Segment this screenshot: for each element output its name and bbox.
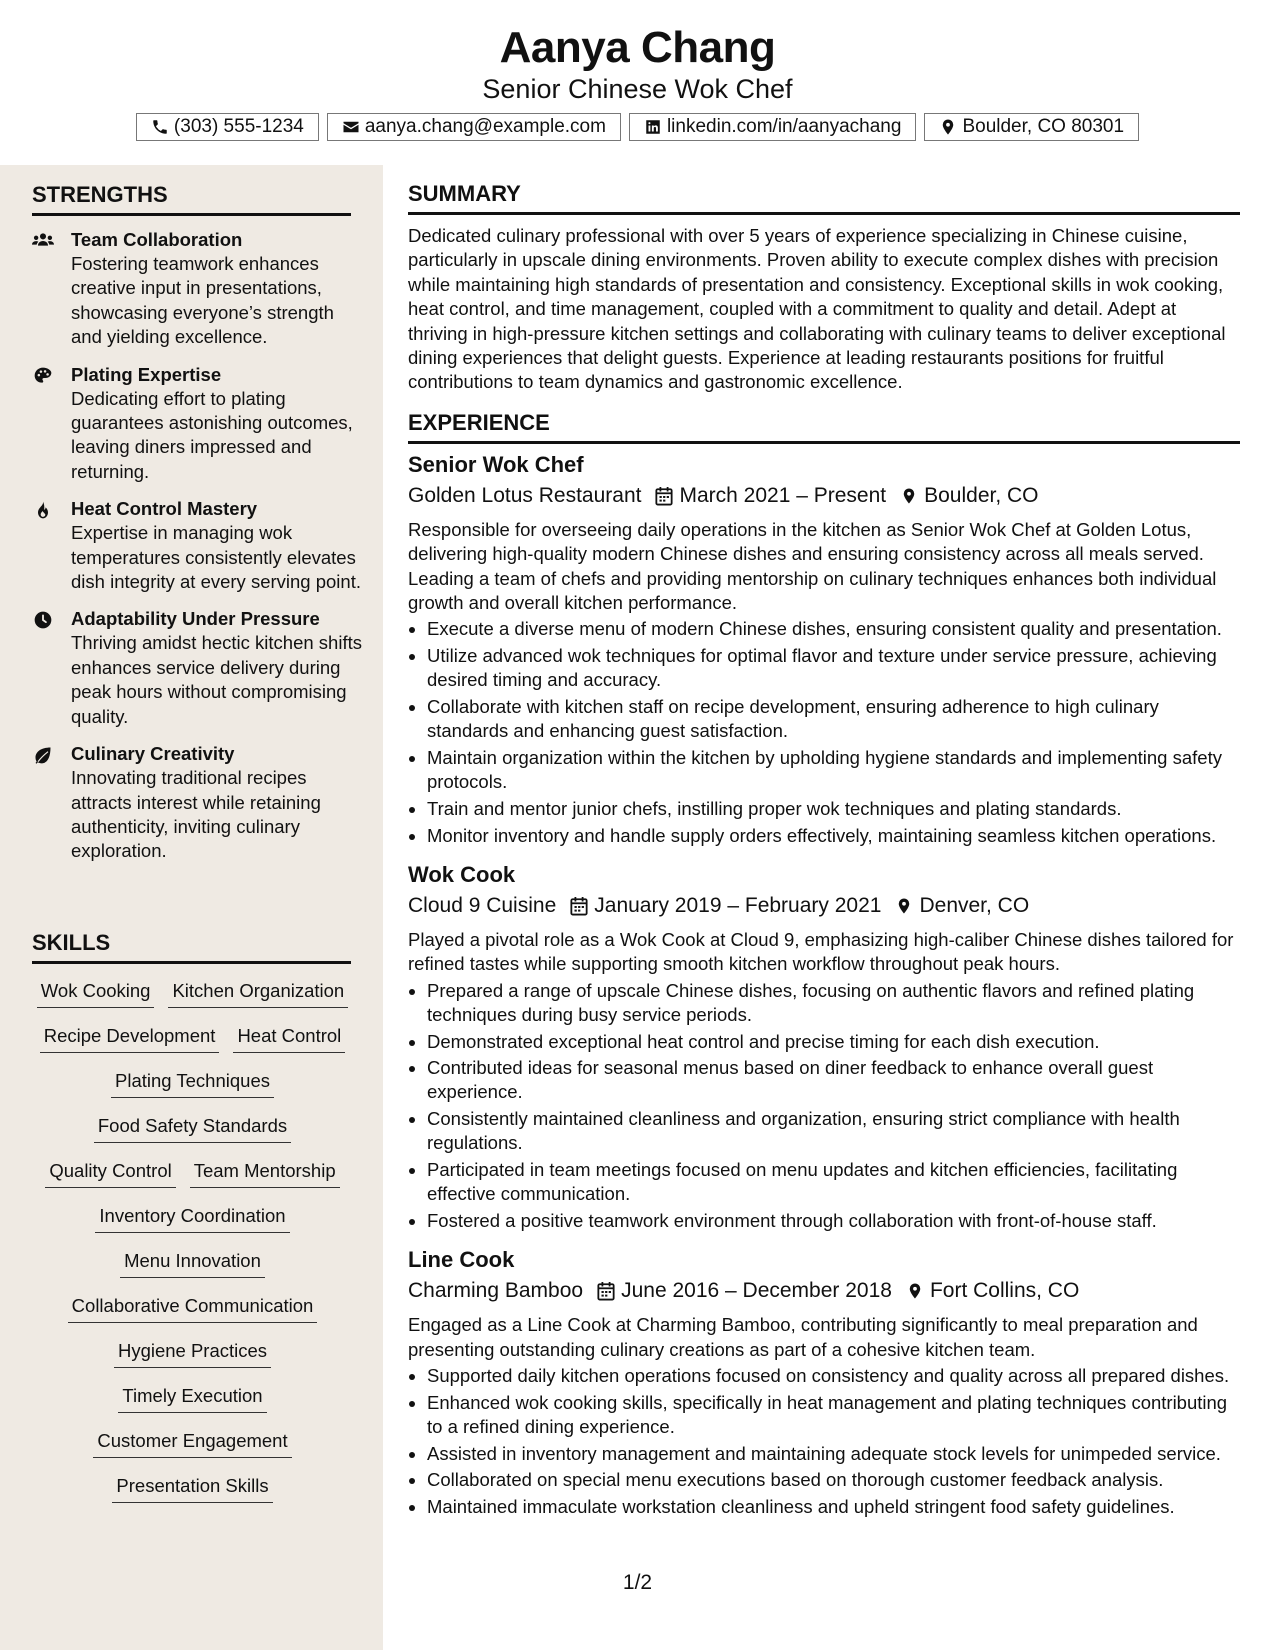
skill-tag: Heat Control: [233, 1024, 345, 1053]
strength-desc: Innovating traditional recipes attracts interest while retaining authenticity, inviting culinary exploration.: [71, 767, 321, 862]
calendar-icon: [655, 486, 673, 506]
linkedin-icon: [644, 118, 662, 136]
strengths-list: [32, 228, 362, 877]
job-location: Denver, CO: [919, 893, 1030, 917]
job-meta: [408, 891, 1240, 921]
job-entry: [408, 450, 1240, 848]
job-bullets: [408, 979, 1240, 1234]
contact-phone[interactable]: [136, 113, 319, 141]
strength-desc: Fostering teamwork enhances creative input in presentations, showcasing everyone’s strength and yielding excellence.: [71, 253, 334, 348]
envelope-icon: [342, 118, 360, 136]
job-location: Boulder, CO: [924, 483, 1039, 507]
skill-tag: Menu Innovation: [120, 1249, 265, 1278]
job-bullets: [408, 617, 1240, 847]
skill-row: [30, 1069, 355, 1114]
bullet-item: • Maintained immaculate workstation cleanliness and upheld stringent food safety guidelines.: [427, 1495, 1240, 1519]
skill-tag: Plating Techniques: [111, 1069, 274, 1098]
skill-row: [30, 1384, 355, 1429]
contact-bar: [0, 113, 1275, 141]
map-pin-icon: [906, 1281, 924, 1301]
experience-heading: EXPERIENCE: [408, 409, 1240, 444]
phone-icon: [151, 118, 169, 136]
strength-title: Team Collaboration: [71, 229, 243, 250]
skill-tag: Kitchen Organization: [168, 979, 348, 1008]
strength-item: [32, 228, 362, 350]
bullet-item: • Fostered a positive teamwork environment through collaboration with front-of-house staff.: [427, 1209, 1240, 1233]
job-meta: [408, 1276, 1240, 1306]
skill-row: [30, 1249, 355, 1294]
job-description: Responsible for overseeing daily operations in the kitchen as Senior Wok Chef at Golden Lotus, delivering high-quality modern Chinese dishes and ensuring consistency across all meals served. Leading a team of chefs and providing mentorship on culinary techniques enhances both individual growth and overall kitchen performance.: [408, 518, 1217, 614]
bullet-item: • Prepared a range of upscale Chinese dishes, focusing on authentic flavors and refined plating techniques during busy service periods.: [427, 979, 1240, 1027]
bullet-item: • Collaborated on special menu executions based on thorough customer feedback analysis.: [427, 1468, 1240, 1492]
users-icon: [32, 231, 54, 251]
strength-desc: Dedicating effort to plating guarantees astonishing outcomes, leaving diners impressed and returning.: [71, 387, 353, 482]
bullet-item: • Execute a diverse menu of modern Chinese dishes, ensuring consistent quality and presentation.: [427, 617, 1240, 641]
strength-title: Adaptability Under Pressure: [71, 608, 320, 630]
skill-tag: Inventory Coordination: [95, 1204, 289, 1233]
bullet-item: • Supported daily kitchen operations focused on consistency and quality across all prepared dishes.: [427, 1364, 1240, 1388]
job-company: Golden Lotus Restaurant: [408, 483, 642, 507]
page-number: 1/2: [622, 1571, 653, 1594]
strength-title: Culinary Creativity: [71, 743, 235, 765]
job-bullets: [408, 1364, 1240, 1519]
map-pin-icon: [939, 118, 957, 136]
bullet-item: • Participated in team meetings focused on menu updates and kitchen efficiencies, facilitating effective communication.: [427, 1158, 1240, 1206]
fire-icon: [32, 500, 54, 520]
strength-title: Heat Control Mastery: [71, 498, 258, 520]
skill-tag: Quality Control: [45, 1159, 175, 1188]
skills-heading: SKILLS: [32, 929, 351, 964]
strength-desc: Expertise in managing wok temperatures consistently elevates dish integrity at every serving point.: [71, 522, 361, 593]
job-entry: [408, 860, 1240, 1233]
experience-list: [408, 450, 1240, 1519]
contact-phone-text: (303) 555-1234: [173, 116, 304, 137]
contact-linkedin-text: linkedin.com/in/aanyachang: [666, 116, 902, 137]
skill-tag: Team Mentorship: [190, 1159, 340, 1188]
skill-tag: Recipe Development: [40, 1024, 220, 1053]
job-company: Cloud 9 Cuisine: [408, 893, 557, 917]
bullet-item: • Monitor inventory and handle supply orders effectively, maintaining seamless kitchen operations.: [427, 824, 1240, 848]
strength-title: Plating Expertise: [71, 363, 222, 385]
bullet-item: • Contributed ideas for seasonal menus based on diner feedback to enhance overall guest experience.: [427, 1056, 1240, 1104]
bullet-item: • Collaborate with kitchen staff on recipe development, ensuring adherence to high culinary standards and enhancing guest satisfaction.: [427, 695, 1240, 743]
job-entry: [408, 1245, 1240, 1519]
calendar-icon: [597, 1281, 615, 1301]
job-dates: January 2019 – February 2021: [594, 893, 882, 917]
skill-row: [30, 1114, 355, 1159]
summary-text: Dedicated culinary professional with over 5 years of experience specializing in Chinese cuisine, particularly in upscale dining environments. Proven ability to execute complex dishes with precision while maintaining high standards of presentation and consistency. Exceptional skills in wok cooking, heat control, and time management, coupled with a commitment to quality and detail. Adept at thriving in high-pressure kitchen settings and collaborating with culinary teams to deliver exceptional dining experiences that delight guests. Experience at leading restaurants positions for fruitful contributions to team dynamics and gastronomic excellence.: [408, 225, 1226, 393]
bullet-item: • Enhanced wok cooking skills, specifically in heat management and plating techniques contributing to a refined dining experience.: [427, 1391, 1240, 1439]
candidate-name: Aanya Chang: [499, 23, 776, 72]
skill-tag: Collaborative Communication: [68, 1294, 318, 1323]
map-pin-icon: [900, 486, 918, 506]
job-company: Charming Bamboo: [408, 1279, 584, 1303]
skill-row: [30, 1294, 355, 1339]
skill-row: [30, 1159, 355, 1204]
job-location: Fort Collins, CO: [929, 1279, 1080, 1303]
contact-location-text: Boulder, CO 80301: [962, 116, 1125, 137]
palette-icon: [32, 366, 54, 386]
job-title: Senior Wok Chef: [408, 451, 584, 477]
main-content: [408, 180, 1240, 1522]
bullet-item: • Demonstrated exceptional heat control and precise timing for each dish execution.: [427, 1030, 1240, 1054]
skill-row: [30, 1429, 355, 1474]
strength-item: [32, 607, 362, 729]
skill-row: [30, 1474, 355, 1519]
bullet-item: • Assisted in inventory management and maintaining adequate stock levels for unimpeded service.: [427, 1442, 1240, 1466]
strength-item: [32, 363, 362, 485]
bullet-item: • Maintain organization within the kitchen by upholding hygiene standards and implementing safety protocols.: [427, 746, 1240, 794]
job-description: Played a pivotal role as a Wok Cook at Cloud 9, emphasizing high-caliber Chinese dishes tailored for refined tastes while supporting smooth kitchen workflow throughout peak hours.: [408, 928, 1234, 975]
summary-heading: SUMMARY: [408, 180, 1240, 215]
skills-list: [30, 979, 355, 1519]
job-dates: June 2016 – December 2018: [621, 1279, 892, 1303]
skill-tag: Food Safety Standards: [94, 1114, 291, 1143]
skill-tag: Hygiene Practices: [114, 1339, 271, 1368]
skill-tag: Customer Engagement: [93, 1429, 291, 1458]
skill-tag: Timely Execution: [118, 1384, 266, 1413]
bullet-item: • Consistently maintained cleanliness and organization, ensuring strict compliance with health regulations.: [427, 1107, 1240, 1155]
job-description: Engaged as a Line Cook at Charming Bamboo, contributing significantly to meal preparation and presenting outstanding culinary creations as part of a cohesive kitchen team.: [408, 1314, 1198, 1360]
skill-tag: Wok Cooking: [37, 979, 155, 1008]
strength-item: [32, 497, 362, 594]
skill-row: [30, 1204, 355, 1249]
contact-email-text: aanya.chang@example.com: [364, 116, 606, 137]
calendar-icon: [570, 896, 588, 916]
job-dates: March 2021 – Present: [679, 483, 887, 507]
skill-row: [30, 1024, 355, 1069]
map-pin-icon: [895, 896, 913, 916]
leaf-icon: [32, 745, 54, 765]
clock-icon: [32, 610, 54, 630]
skill-tag: Presentation Skills: [112, 1474, 272, 1503]
bullet-item: • Utilize advanced wok techniques for optimal flavor and texture under service pressure, achieving desired timing and accuracy.: [427, 644, 1240, 692]
job-meta: [408, 481, 1240, 511]
contact-email[interactable]: [327, 113, 621, 141]
strength-item: [32, 742, 362, 864]
strengths-heading: STRENGTHS: [32, 181, 351, 216]
job-title: Line Cook: [408, 1247, 515, 1273]
skill-row: [30, 1339, 355, 1384]
strength-desc: Thriving amidst hectic kitchen shifts enhances service delivery during peak hours without compromising quality.: [71, 632, 362, 727]
candidate-title: Senior Chinese Wok Chef: [482, 74, 793, 104]
job-title: Wok Cook: [408, 861, 516, 887]
contact-linkedin[interactable]: [629, 113, 917, 141]
bullet-item: • Train and mentor junior chefs, instilling proper wok techniques and plating standards.: [427, 797, 1240, 821]
skill-row: [30, 979, 355, 1024]
contact-location[interactable]: [924, 113, 1139, 141]
